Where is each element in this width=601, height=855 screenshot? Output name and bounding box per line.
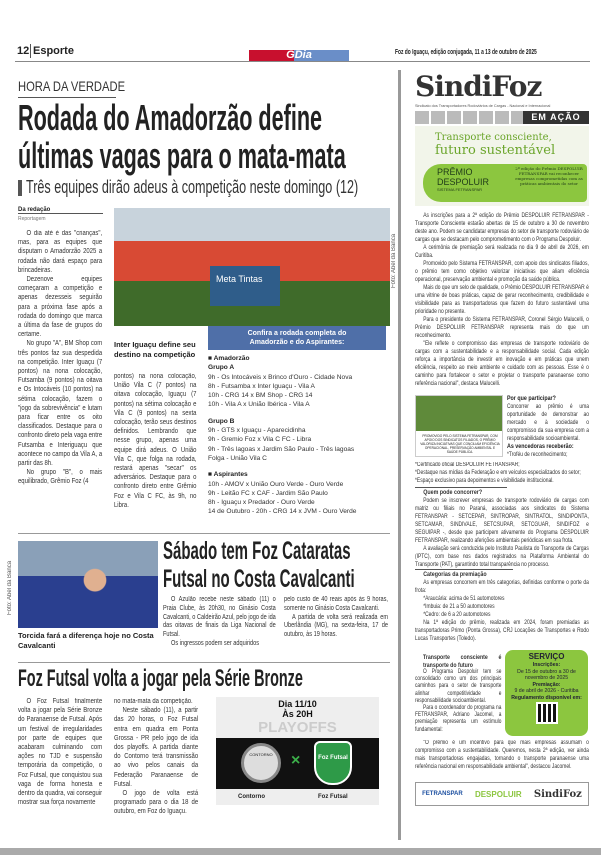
- intro-text: As inscrições para a 2ª edição do Prêmio DESPOLUIR FETRANSPAR - Transporte Consciente estarão abertas de 15 de outubro a 30 de novembro deste ano. Podem se candidatar empresas do setor de transporte rodoviário de cargas que se destacam pelo comprometimento com o Programa Despoluir. A cerimônia de premiação será realizada no dia 9 de abril de 2026, em Curitiba. Promovido pelo Sistema FETRANSPAR, com apoio dos sindicatos filiados, o prêmio tem como objetivo valorizar iniciativas que aliam eficiência operacional, preservação ambiental e promoção da saúde pública. Mais do que um selo de qualidade, o Prêmio DESPOLUIR FETRANSPAR é uma vitrine de boas práticas, capaz de gerar reconhecimento, credibilidade e visibilidade para as transportadoras que fazem do futuro sustentável uma prioridade no presente. Para o presidente do Sistema FETRANSPAR, Coronel Sérgio Malucelli, o Prêmio DESPOLUIR FETRANSPAR representa mais do que um reconhecimento. "Ele reflete o compromisso das empresas de transporte rodoviário de cargas com a sustentabilidade e a responsabilidade social. Cada edição reforça a importância de investir em inovação e em práticas que unem eficiência, respeito ao meio ambiente e cuidado com as pessoas. Esse é o caminho para fortalecer o setor e projetar o transporte paranaense como referência nacional", destaca Malucelli.: [415, 213, 589, 387]
- team2-label: Foz Futsal: [318, 794, 348, 800]
- headline-line1: Sábado tem Foz Cataratas: [163, 537, 351, 565]
- sindifoz-logo: SindiFoz: [415, 70, 542, 103]
- article2-column2: pelo custo de 40 reais após às 9 horas, somente no Ginásio Costa Cavalcanti. A partida de volta será realizada em Uberlândia (MG), na sexta-feira, 17 de outubro, às 19 horas.: [284, 596, 388, 639]
- byline: Da redação: [18, 207, 103, 214]
- headline-line2: Futsal no Costa Cavalcanti: [163, 565, 355, 593]
- subheadline: Três equipes dirão adeus à competição neste domingo (12): [26, 177, 359, 197]
- poster-watermark: PLAYOFFS: [258, 719, 337, 736]
- versus-icon: ×: [291, 752, 301, 769]
- game: 10h - Vila A x União Ibérica - Vila A: [208, 401, 310, 409]
- why-title: Por que participar?: [507, 395, 556, 402]
- who-section: Quem pode concorrer? Podem se inscrever empresas de transporte rodoviário de cargas com matriz ou filiais no Paraná, associadas aos sindicatos do Sistema FETRANSPAR - SETCEPAR, SINTROPAR, SINTRATOL, SINDIPONTA, SETCAMAR, SINDIVALE, SETCSUPAR, SETCGUAR, SINDIFOZ e SEGUIPAR -, desde que participem ativamente do Programa DESPOLUIR FETRANSPAR, realizando aferições ambientais periódicas em sua frota. A avaliação será conduzida pelo Instituto Paulista do Transporte de Cargas (IPTC), com base nos dados registrados na Plataforma Ambiental do Transporte (PAT), garantindo total transparência no processo.: [415, 489, 589, 568]
- article1-column2: pontos) na nona colocação, União Vila C (7 pontos) na oitava colocação, Iguaçu (7 pontos) na sétima colocação e Vila C (9 pontos) na sexta colocação, terão seus destinos definidos. Lembrando que nesse grupo, apenas uma equipe dirá adeus. O União Vila C, que folga na rodada, restará apenas "secar" os adversários. Destaque para o confronto direto entre Grêmio Foz e Vila C FC, às 9h, no Libra.: [114, 373, 197, 509]
- photo-credit: Foto: Abel da Banca: [7, 560, 13, 615]
- team-photo: [114, 208, 390, 326]
- contorno-badge-icon: CONTORNO: [241, 743, 281, 783]
- headline-line1: Rodada do Amadorzão define: [18, 97, 323, 138]
- edition-line: Foz do Iguaçu, edição conjugada, 11 a 13 de outubro de 2025: [395, 47, 537, 56]
- future-section: Transporte consciente é transporte do futuro O Programa Despoluir tem se consolidado como um dos principais caminhos para o setor de transporte alinhar competitividade e responsabilidade socioambiental. Para o coordenador do programa na FETRANSPAR, Adriano Jacomel, a premiação representa um estímulo fundamental:: [415, 654, 502, 733]
- sindifoz-subtitle: Sindicato dos Transportadores Rodoviários de Cargas - Nacional e Internacional: [415, 104, 551, 108]
- service-box: SERVIÇO Inscrições: De 15 de outubro a 30 de novembro de 2025 Premiação: 9 de abril de 2026 - Curitiba Regulamento disponível em:: [505, 650, 588, 736]
- winners-title: As vencedoras receberão:: [507, 443, 574, 450]
- byline-role: Reportagem: [18, 216, 46, 222]
- quote: "O prêmio é um incentivo para que mais empresas assumam o compromisso com a sustentabilidade. Queremos, nesta 2ª edição, ver ainda mais transportadoras engajadas, tornando o transporte paranaense uma referência nacional em responsabilidade ambiental", destacou Jacomel.: [415, 740, 589, 770]
- article3-column1: O Foz Futsal finalmente volta a jogar pela Série Bronze do Paranaense de Futsal. Após um festival de irregularidades por parte de equipes que acabaram culminando com ações no TJD e suspensão temporária da competição, o Foz Futsal, que conquistou sua vaga de forma honesta e dentro da quadra, vai conseguir mostrar sua força novamente: [18, 698, 103, 807]
- premio-banner: Transporte consciente, futuro sustentável PRÊMIO DESPOLUIR SISTEMA FETRANSPAR 2ª edição do Prêmio DESPOLUIR FETRANSPAR vai reconhecer empresas comprometidas com as práticas ambientais do setor: [415, 126, 589, 206]
- qr-code-icon[interactable]: [536, 702, 558, 724]
- game: 14 de Outubro - 20h - CRG 14 x JVM - Ouro Verde: [208, 508, 357, 516]
- article2-column1: O Azulão recebe neste sábado (11) o Praia Clube, às 20h30, no Ginásio Costa Cavalcanti, o Caldeirão Azul, pelo jogo de ida das oitavas de finais da Liga Nacional de Futsal. Os ingressos podem ser adquiridos: [163, 596, 276, 647]
- match-poster: [216, 697, 379, 805]
- game: 10h - CRG 14 x BM Shop - CRG 14: [208, 392, 313, 400]
- page-number: 12: [17, 45, 30, 57]
- article3-column2: no mata-mata da competição. Neste sábado (11), a partir das 20 horas, o Foz Futsal entra em quadra em Ponta Grossa - PR pelo jogo de ida dos playoffs. A partida diante do Contorno terá transmissão ao vivo pelos canais da Federação Paranaense de Futsal. O jogo de volta está programado para o dia 18 de outubro, em Foz do Iguaçu.: [114, 698, 199, 816]
- photo-credit: Foto: Abel da Banca: [391, 233, 397, 288]
- truck-image: PROMOVIDO PELO SISTEMA FETRANSPAR, COM APOIO DOS SINDICATOS FILIADOS, O PRÊMIO VALORIZA INICIATIVAS QUE CONCILIAM EFICIÊNCIA OPERACIONAL, PRESERVAÇÃO AMBIENTAL E SAÚDE PÚBLICA.: [415, 395, 503, 457]
- game: 8h - Futsamba x Inter Iguaçu - Vila A: [208, 382, 315, 390]
- photo-caption: Inter Iguaçu define seu destino na competição: [114, 340, 196, 359]
- poster-time: Às 20H: [282, 709, 313, 719]
- team1-label: Contorno: [238, 794, 265, 800]
- sindifoz-sidebar: SindiFoz Sindicato dos Transportadores Rodoviários de Cargas - Nacional e Internacional EM AÇÃO Transporte consciente, futuro sustentável PRÊMIO DESPOLUIR SISTEMA FETRANSPAR 2ª edição do Prêmio DESPOLUIR FETRANSPAR vai reconhecer empresas comprometidas com as práticas ambientais do setor As inscrições para a 2ª edição do Prêmio DESPOLUIR FETRANSPAR - Transporte Consciente estarão abertas de 15 de outubro a 30 de novembro deste ano. Podem se candidatar empresas do setor de transporte rodoviário de cargas que se destacam pelo comprometimento com o Programa Despoluir. A cerimônia de premiação será realizada no dia 9 de abril de 2026, em Curitiba. Promovido pelo Sistema FETRANSPAR, com apoio dos sindicatos filiados, o prêmio tem como objetivo valorizar iniciativas que aliam eficiência operacional, preservação ambiental e promoção da saúde pública. Mais do que um selo de qualidade, o Prêmio DESPOLUIR FETRANSPAR é uma vitrine de boas práticas, capaz de gerar reconhecimento, credibilidade e visibilidade para as transportadoras que fazem do futuro sustentável uma prioridade no presente. Para o presidente do Sistema FETRANSPAR, Coronel Sérgio Malucelli, o Prêmio DESPOLUIR FETRANSPAR representa mais do que um reconhecimento. "Ele reflete o compromisso das empresas de transporte rodoviário de cargas com a sustentabilidade e a responsabilidade social. Cada edição reforça a importância de investir em inovação e em práticas que unem eficiência, respeito ao meio ambiente e cuidado com as pessoas. Esse é o caminho para fortalecer o setor e projetar o transporte paranaense como referência nacional", destaca Malucelli. PROMOVIDO PELO SISTEMA FETRANSPAR, COM APOIO DOS SINDICATOS FILIADOS, O PRÊMIO VALORIZA INICIATIVAS QUE CONCILIAM EFICIÊNCIA OPERACIONAL, PRESERVAÇÃO AMBIENTAL E SAÚDE PÚBLICA. Por que participar? Concorrer ao prêmio é uma oportunidade de demonstrar ao mercado e à sociedade o compromisso da sua empresa com a responsabilidade socioambiental. As vencedoras receberão: *Troféu de reconhecimento; *Certificado oficial DESPOLUIR FETRANSPAR; *Destaque nas mídias da Federação e em veículos especializados do setor; *Espaço exclusivo para depoimentos e visibilidade institucional. Quem pode concorrer? Podem se inscrever empresas de transporte rodoviário de cargas com matriz ou filiais no Paraná, associadas aos sindicatos do Sistema FETRANSPAR - SETCEPAR, SINTROPAR, SINTRATOL, SINDIPONTA, SETCAMAR, SINDIVALE, SETCSUPAR, SETCGUAR, SINDIFOZ e SEGUIPAR -, desde que participem ativamente do Programa DESPOLUIR FETRANSPAR, realizando aferições ambientais periódicas em sua frota. A avaliação será conduzida pelo Instituto Paulista do Transporte de Cargas (IPTC), com base nos dados registrados na Plataforma Ambiental do Transporte (PAT), garantindo total transparência no processo. Categorias da premiação As empresas concorrem em três categorias, definidas conforme o porte da frota: *Araucária: acima de 51 automotores *Imbuia: de 21 a 50 automotores *Cedro: de 6 a 20 automotores Na 1ª edição do prêmio, realizada em 2024, foram premiadas as transportadoras Primo (Ponta Grossa), CRJ Locações de Transportes e Rodo Lucas Transportes (Toledo). Transporte consciente é transporte do futuro O Programa Despoluir tem se consolidado como um dos principais caminhos para o setor de transporte alinhar competitividade e responsabilidade socioambiental. Para o coordenador do programa na FETRANSPAR, Adriano Jacomel, a premiação representa um estímulo fundamental: SERVIÇO Inscrições: De 15 de outubro a 30 de novembro de 2025 Premiação: 9 de abril de 2026 - Curitiba Regulamento disponível em: "O prêmio é um incentivo para que mais empresas assumam o compromisso com a sustentabilidade. Queremos, nesta 2ª edição, ver ainda mais transportadoras engajadas, tornando o transporte paranaense uma referência nacional em responsabilidade ambiental", destacou Jacomel. FETRANSPAR DESPOLUIR SindiFoz: [398, 70, 591, 840]
- schedule-heading: Confira a rodada completa do Amadorzão e do Aspirantes:: [208, 326, 386, 350]
- headline-line2: últimas vagas para o mata-mata: [18, 135, 346, 176]
- newspaper-logo: GDia: [249, 50, 349, 61]
- kicker: HORA DA VERDADE: [18, 78, 126, 94]
- article1-column1: O dia até é das "crianças", mas, para as equipes que disputam o Amadorzão 2025 a rodada não dará espaço para brincadeiras. Dezenove equipes começaram a competição e apenas dezesseis seguirão para a próxima fase após a rodada do domingo que marca a última da fase de grupos do certame. No grupo "A", BM Shop com três pontos faz sua despedida na competição. Inter Iguaçu (7 pontos) na nona colocação, Futsamba (9 pontos) na oitava e Os Intocáveis (10 pontos) na sétima colocação, fazem o "jogo da sobrevivência" e lutam para ficar entre os oito classificados. Destaque para o confronto direto pela vaga entre Futsamba e Interiguaçu que acontece no campo da Vila A, a partir das 8h. No grupo "B", o mais equilibrado, Grêmio Foz (4: [18, 230, 103, 486]
- poster-date: Dia 11/10: [278, 699, 317, 709]
- categories-section: Categorias da premiação As empresas concorrem em três categorias, definidas conforme o porte da frota: *Araucária: acima de 51 automotores *Imbuia: de 21 a 50 automotores *Cedro: de 6 a 20 automotores Na 1ª edição do prêmio, realizada em 2024, foram premiadas as transportadoras Primo (Ponta Grossa), CRJ Locações de Transportes e Rodo Lucas Transportes (Toledo).: [415, 571, 589, 642]
- game: 9h - GTS x Iguaçu - Aparecidinha: [208, 427, 306, 435]
- photo-banner: Meta Tintas: [210, 266, 280, 306]
- footer-logos: FETRANSPAR DESPOLUIR SindiFoz: [415, 782, 589, 806]
- game: 9h - Os Intocáveis x Brinco d'Ouro - Cidade Nova: [208, 373, 353, 381]
- game: 9h - Leitão FC x CAF - Jardim São Paulo: [208, 489, 328, 497]
- schedule-box: ■ Amadorzão Grupo A 9h - Os Intocáveis x Brinco d'Ouro - Cidade Nova 8h - Futsamba x Inter Iguaçu - Vila A 10h - CRG 14 x BM Shop - CRG 14 10h - Vila A x União Ibérica - Vila A Grupo B 9h - GTS x Iguaçu - Aparecidinha 9h - Gremio Foz x Vila C FC - Libra 9h - Três lagoas x Jardim São Paulo - Três lagoas Folga - União Vila C ■ Aspirantes 10h - AMOV x União Ouro Verde - Ouro Verde 9h - Leitão FC x CAF - Jardim São Paulo 8h - Iguaçu x Predador - Ouro Verde 14 de Outubro - 20h - CRG 14 x JVM - Ouro Verde: [208, 354, 390, 517]
- game: Folga - União Vila C: [208, 454, 267, 462]
- game: 9h - Gremio Foz x Vila C FC - Libra: [208, 436, 312, 444]
- headline: Foz Futsal volta a jogar pela Série Bronze: [18, 665, 303, 692]
- game: 8h - Iguaçu x Predador - Ouro Verde: [208, 499, 315, 507]
- winners-list: *Certificado oficial DESPOLUIR FETRANSPAR; *Destaque nas mídias da Federação e em veículos especializados do setor; *Espaço exclusivo para depoimentos e visibilidade institucional.: [415, 462, 581, 484]
- section-name: Esporte: [33, 45, 74, 57]
- player-photo: [18, 541, 158, 628]
- game: 10h - AMOV x União Ouro Verde - Ouro Verde: [208, 480, 344, 488]
- em-acao-label: EM AÇÃO: [523, 111, 589, 124]
- photo-caption: Torcida fará a diferença hoje no Costa Cavalcanti: [18, 631, 154, 650]
- game: 9h - Três lagoas x Jardim São Paulo - Três lagoas: [208, 445, 355, 453]
- foz-futsal-badge-icon: Foz Futsal: [314, 741, 352, 785]
